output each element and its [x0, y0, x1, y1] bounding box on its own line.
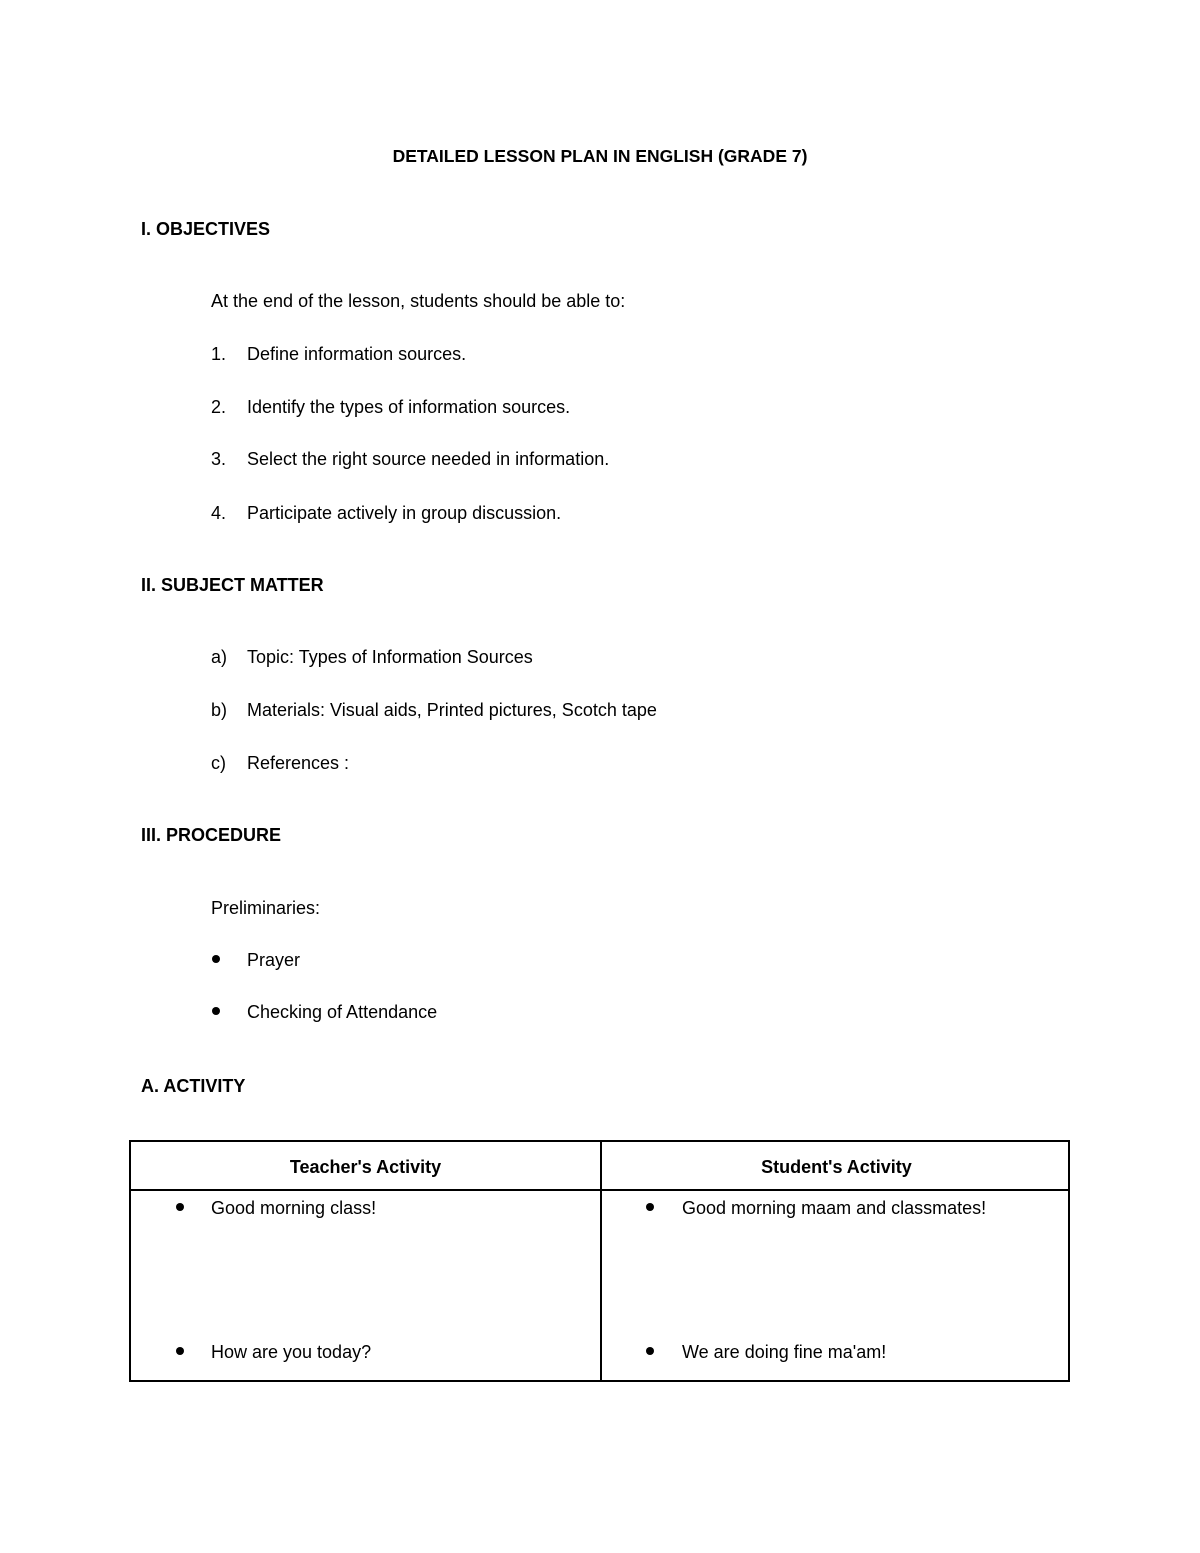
table-column-divider [600, 1142, 602, 1380]
table-header-divider [131, 1189, 1068, 1191]
objective-item: Participate actively in group discussion. [247, 503, 562, 523]
bullet-icon [176, 1347, 184, 1355]
activity-table [129, 1140, 1070, 1382]
preliminary-item: Prayer [247, 950, 301, 970]
table-header-student: Student's Activity [761, 1157, 912, 1177]
objective-number: 1. [211, 344, 227, 364]
subject-item-materials: Materials: Visual aids, Printed pictures, Scotch tape [247, 700, 657, 720]
subject-item-label: b) [211, 700, 228, 720]
objective-item: Identify the types of information sources. [247, 397, 571, 417]
document-title: DETAILED LESSON PLAN IN ENGLISH (GRADE 7) [392, 146, 808, 166]
student-activity-item: Good morning maam and classmates! [682, 1198, 987, 1218]
subject-matter-heading: II. SUBJECT MATTER [141, 575, 324, 595]
bullet-icon [212, 1007, 220, 1015]
bullet-icon [646, 1347, 654, 1355]
objectives-heading: I. OBJECTIVES [141, 219, 271, 239]
teacher-activity-item: Good morning class! [211, 1198, 377, 1218]
bullet-icon [646, 1203, 654, 1211]
preliminary-item: Checking of Attendance [247, 1002, 438, 1022]
subject-item-topic: Topic: Types of Information Sources [247, 647, 533, 667]
objective-item: Define information sources. [247, 344, 467, 364]
bullet-icon [212, 955, 220, 963]
objective-item: Select the right source needed in information. [247, 449, 610, 469]
subject-item-label: a) [211, 647, 228, 667]
objective-number: 3. [211, 449, 227, 469]
bullet-icon [176, 1203, 184, 1211]
objective-number: 4. [211, 503, 227, 523]
objectives-intro: At the end of the lesson, students should be able to: [211, 291, 626, 311]
subject-item-label: c) [211, 753, 226, 773]
preliminaries-label: Preliminaries: [211, 898, 321, 918]
objective-number: 2. [211, 397, 227, 417]
procedure-heading: III. PROCEDURE [141, 825, 282, 845]
teacher-activity-item: How are you today? [211, 1342, 372, 1362]
activity-heading: A. ACTIVITY [141, 1076, 246, 1096]
subject-item-references: References : [247, 753, 350, 773]
student-activity-item: We are doing fine ma'am! [682, 1342, 887, 1362]
table-header-teacher: Teacher's Activity [289, 1157, 442, 1177]
